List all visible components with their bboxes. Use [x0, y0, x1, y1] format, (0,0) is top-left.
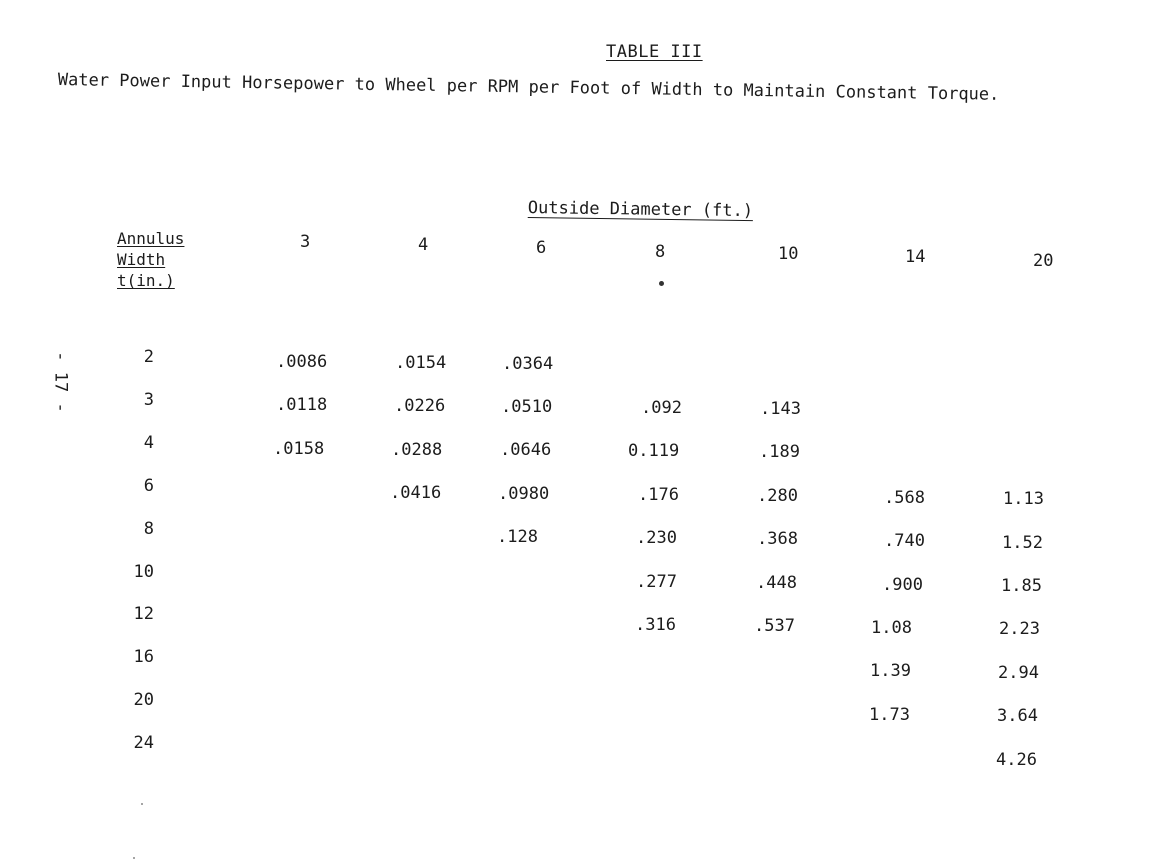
- column-header-4ft: 4: [418, 235, 429, 255]
- table-cell: 1.08: [871, 618, 912, 639]
- speck-mark: [659, 281, 664, 286]
- row-label-6in: 6: [143, 475, 154, 496]
- table-cell: .277: [636, 571, 677, 592]
- table-cell: 1.52: [1002, 532, 1043, 553]
- table-cell: .128: [497, 527, 538, 548]
- column-header-3ft: 3: [300, 232, 311, 252]
- table-cell: .368: [757, 529, 798, 550]
- table-cell: .143: [760, 398, 801, 419]
- row-label-12in: 12: [133, 604, 154, 625]
- table-title: TABLE III: [606, 42, 703, 62]
- row-label-4in: 4: [143, 432, 154, 453]
- table-cell: .0288: [391, 439, 443, 460]
- table-cell: .189: [759, 442, 800, 463]
- table-cell: .0510: [501, 396, 553, 417]
- table-cell: 0.119: [628, 441, 680, 462]
- table-cell: 4.26: [996, 749, 1037, 770]
- column-header-6ft: 6: [536, 238, 547, 258]
- table-cell: 3.64: [997, 706, 1038, 727]
- page-number: - 17 -: [50, 351, 71, 413]
- row-header-line-1: Annulus: [117, 229, 185, 248]
- table-cell: .448: [756, 572, 797, 593]
- table-cell: .0364: [502, 353, 554, 374]
- table-cell: 1.73: [869, 704, 910, 725]
- speck-mark: [133, 857, 135, 859]
- table-cell: .0118: [276, 395, 328, 416]
- row-label-2in: 2: [143, 347, 154, 367]
- row-header-line-2: Width: [117, 250, 166, 269]
- table-cell: .176: [638, 484, 679, 505]
- row-label-20in: 20: [133, 690, 154, 711]
- table-cell: .900: [882, 574, 923, 595]
- table-cell: .0416: [390, 483, 442, 504]
- table-cell: 1.85: [1001, 575, 1042, 596]
- table-cell: .0154: [395, 353, 447, 373]
- table-cell: 1.39: [870, 661, 911, 682]
- table-cell: .0980: [498, 483, 550, 504]
- table-cell: 1.13: [1003, 489, 1044, 510]
- column-header-10ft: 10: [778, 244, 799, 264]
- table-caption: Water Power Input Horsepower to Wheel per RPM per Foot of Width to Maintain Constant Torque.: [57, 70, 1000, 105]
- table-cell: .092: [641, 397, 682, 418]
- table-cell: .280: [757, 485, 798, 506]
- row-label-3in: 3: [143, 389, 154, 410]
- row-header-line-3: t(in.): [117, 271, 175, 290]
- table-cell: .0158: [273, 438, 325, 459]
- table-cell: 2.94: [998, 662, 1039, 683]
- table-cell: .568: [884, 487, 925, 508]
- column-header-14ft: 14: [905, 247, 926, 267]
- column-header-8ft: 8: [655, 242, 666, 262]
- speck-mark: [141, 803, 143, 805]
- row-header: [117, 228, 184, 291]
- table-cell: .740: [884, 531, 925, 552]
- table-cell: 2.23: [999, 619, 1040, 640]
- row-label-24in: 24: [133, 733, 154, 754]
- table-cell: .0646: [500, 440, 552, 461]
- table-cell: .230: [636, 528, 677, 549]
- row-label-10in: 10: [133, 561, 154, 582]
- column-header-20ft: 20: [1033, 251, 1054, 271]
- table-cell: .316: [635, 614, 676, 635]
- table-cell: .0226: [394, 396, 446, 417]
- row-label-8in: 8: [143, 518, 154, 539]
- table-cell: .0086: [276, 351, 328, 372]
- row-label-16in: 16: [133, 647, 154, 668]
- table-cell: .537: [754, 615, 795, 636]
- column-group-label: Outside Diameter (ft.): [527, 198, 754, 222]
